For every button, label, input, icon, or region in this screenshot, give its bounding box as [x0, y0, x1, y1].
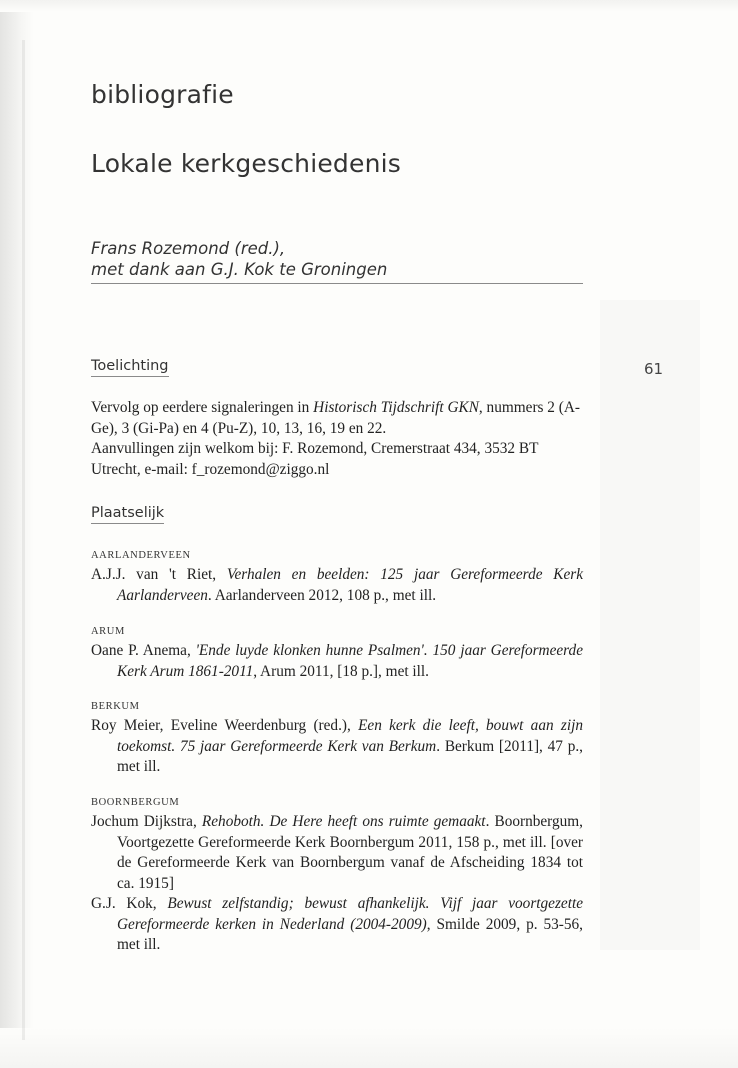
bibliography-entry: Roy Meier, Eveline Weerdenburg (red.), Een kerk die leeft, bouwt aan zijn toekomst. 75 jaar Gereformeerde Kerk van Berkum. Berkum [2011], 47 p., met ill.	[91, 717, 583, 775]
toelichting-heading: Toelichting	[91, 358, 169, 377]
binding-mark	[22, 40, 25, 1040]
place-name: AARLANDERVEEN	[91, 550, 191, 561]
section-label: bibliografie	[91, 80, 234, 109]
authors-line-1: Frans Rozemond (red.),	[91, 239, 286, 258]
place-name: BOORNBERGUM	[91, 797, 180, 808]
show-through	[600, 300, 700, 950]
page-top-edge	[0, 0, 738, 12]
bibliography-entry: A.J.J. van 't Riet, Verhalen en beelden: 125 jaar Gereformeerde Kerk Aarlanderveen. Aarlanderveen 2012, 108 p., met ill.	[91, 566, 583, 604]
bibliography-entry: Oane P. Anema, 'Ende luyde klonken hunne Psalmen'. 150 jaar Gereformeerde Kerk Arum 1861-2011, Arum 2011, [18 p.], met ill.	[91, 642, 583, 680]
page-number: 61	[644, 360, 664, 378]
authors-line-2: met dank aan G.J. Kok te Groningen	[91, 260, 388, 279]
page-title: Lokale kerkgeschiedenis	[91, 149, 401, 178]
authors	[91, 238, 583, 284]
bibliography-entry: Jochum Dijkstra, Rehoboth. De Here heeft ons ruimte gemaakt. Boornbergum, Voortgezette Gereformeerde Kerk Boornbergum 2011, 158 p., met ill. [over de Gereformeerde Kerk van Boornbergum vanaf de Afscheiding 1834 tot ca. 1915]	[91, 813, 584, 892]
page-spine-shadow	[0, 0, 34, 1068]
toelichting-paragraph-1: Vervolg op eerdere signaleringen in Historisch Tijdschrift GKN, nummers 2 (A-Ge), 3 (Gi-Pa) en 4 (Pu-Z), 10, 13, 16, 19 en 22.	[91, 399, 581, 437]
plaatselijk-heading: Plaatselijk	[91, 505, 164, 524]
journal-title: Historisch Tijdschrift GKN	[313, 399, 479, 416]
toelichting-text	[91, 398, 583, 480]
place-name: ARUM	[91, 626, 125, 637]
place-name: BERKUM	[91, 701, 140, 712]
page-bottom-edge	[0, 1028, 738, 1068]
bibliography-entry: G.J. Kok, Bewust zelfstandig; bewust afhankelijk. Vijf jaar voortgezette Gereformeerde kerken in Nederland (2004-2009), Smilde 2009, p. 53-56, met ill.	[91, 895, 583, 953]
toelichting-paragraph-2: Aanvullingen zijn welkom bij: F. Rozemond, Cremerstraat 434, 3532 BT Utrecht, e-mail: f_rozemond@ziggo.nl	[91, 440, 539, 478]
